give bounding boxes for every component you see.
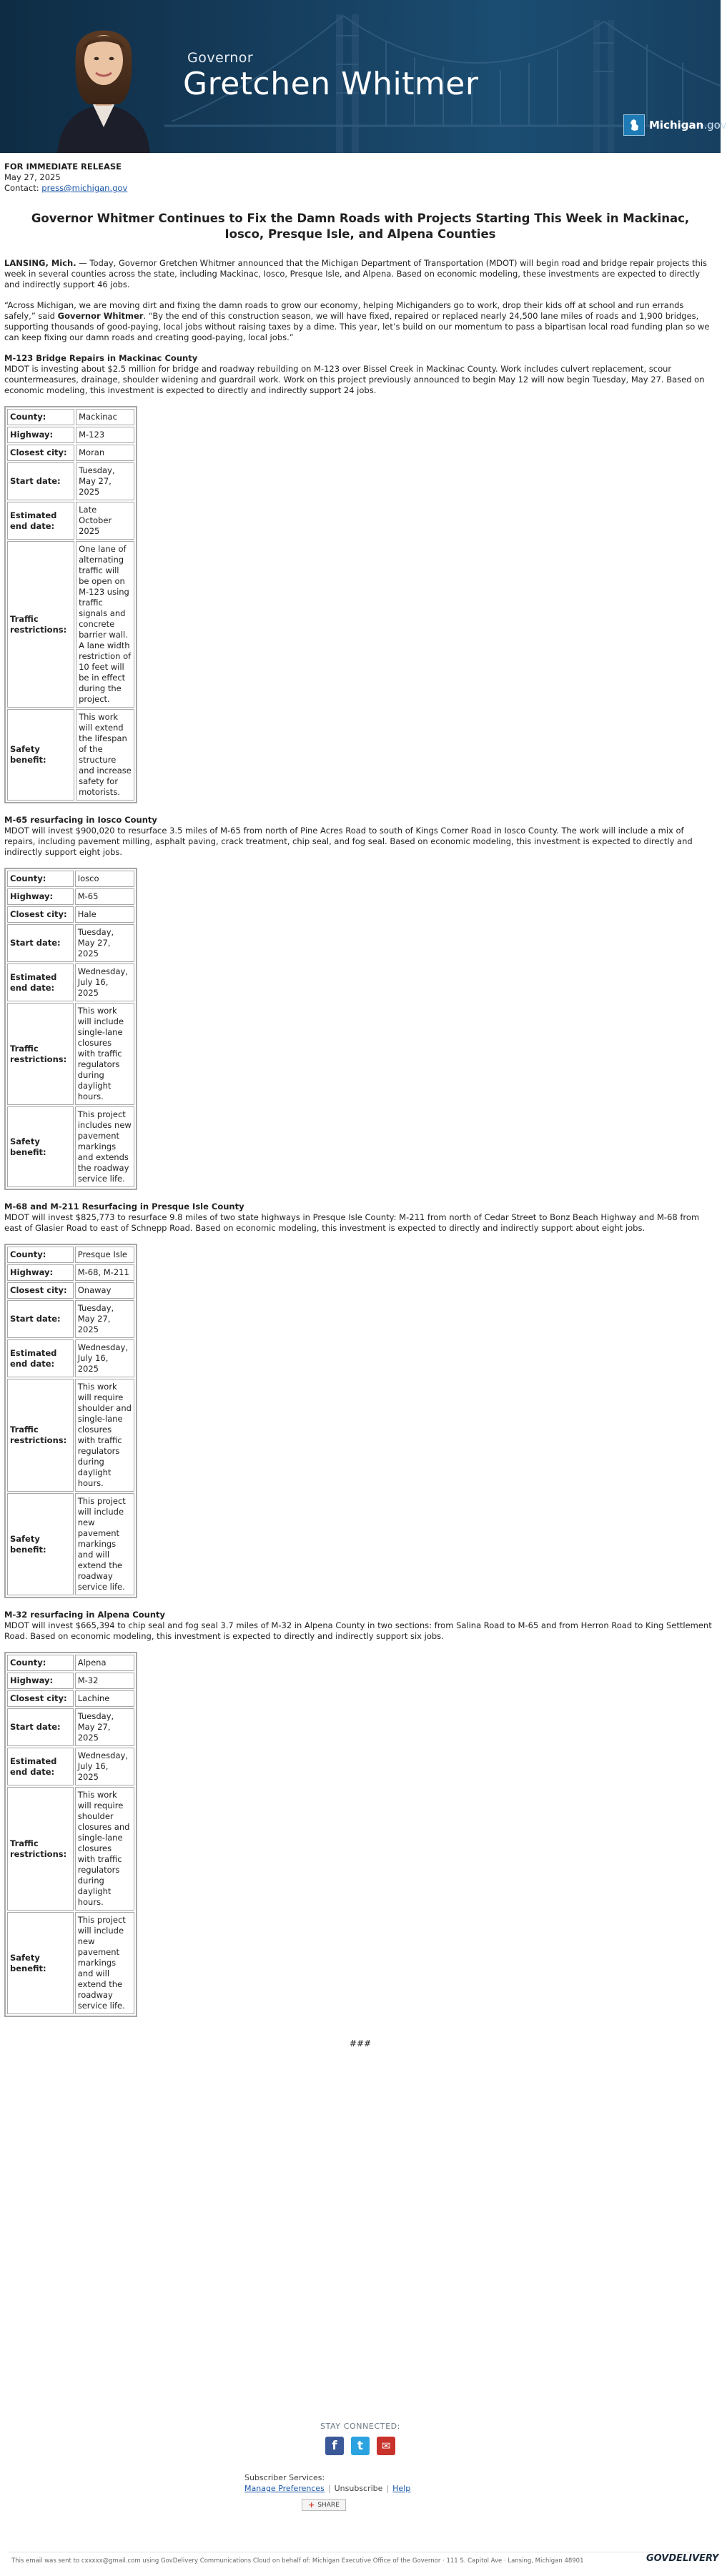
michigan-gov-logo[interactable]	[623, 114, 727, 136]
start-date-value: Tuesday, May 27, 2025	[75, 924, 134, 962]
press-release-body	[4, 159, 716, 2078]
traffic-value: This work will require shoulder closures and single-lane closures with traffic regulators during daylight hours.	[75, 1787, 134, 1911]
closest-city-label: Closest city:	[7, 1282, 74, 1299]
project-title: M-68 and M-211 Resurfacing in Presque Isle County	[4, 1202, 244, 1212]
project-section	[4, 815, 716, 1190]
project-title: M-65 resurfacing in Iosco County	[4, 815, 157, 825]
highway-value: M-32	[75, 1673, 134, 1689]
project-info-table	[4, 1652, 137, 2017]
highway-label: Highway:	[7, 888, 74, 905]
closest-city-value: Onaway	[75, 1282, 134, 1299]
closest-city-label: Closest city:	[7, 1690, 74, 1707]
quote-paragraph	[4, 300, 716, 343]
governor-portrait	[50, 7, 157, 153]
dateline: LANSING, Mich.	[4, 258, 76, 268]
traffic-value: This work will require shoulder and single-lane closures with traffic regulators during daylight hours.	[75, 1379, 134, 1492]
table-row	[7, 1264, 134, 1281]
closing-mark: ###	[349, 2038, 372, 2049]
table-row	[7, 1379, 134, 1492]
table-row	[7, 1748, 134, 1785]
email-footer	[0, 2422, 721, 2565]
governor-name: Gretchen Whitmer	[183, 66, 479, 102]
end-date-label: Estimated end date:	[7, 1748, 74, 1785]
dateline-dash: —	[76, 258, 90, 268]
michigan-brand: Michigan	[649, 119, 704, 132]
start-date-value: Tuesday, May 27, 2025	[75, 1708, 134, 1746]
safety-label: Safety benefit:	[7, 709, 74, 801]
traffic-label: Traffic restrictions:	[7, 1003, 74, 1105]
table-row	[7, 963, 134, 1001]
table-row	[7, 709, 134, 801]
traffic-label: Traffic restrictions:	[7, 1787, 74, 1911]
intro-text: Today, Governor Gretchen Whitmer announced that the Michigan Department of Transportation (MDOT) will begin road and bridge repair projects this week in several counties across the state, including Mackinac, Iosco, Presque Isle, and Alpena. Based on economic modeling, these investments are expected to directly and indirectly support 46 jobs.	[4, 258, 708, 289]
closest-city-value: Lachine	[75, 1690, 134, 1707]
county-label: County:	[7, 1655, 74, 1671]
stay-connected-label: STAY CONNECTED:	[320, 2422, 400, 2431]
highway-label: Highway:	[7, 427, 74, 443]
subscriber-services-label: Subscriber Services:	[244, 2473, 325, 2482]
project-description: MDOT is investing about $2.5 million for bridge and roadway rebuilding on M-123 over Bissel Creek in Mackinac County. Work includes culvert replacement, scour countermeasures, drainage, shoulder widening and guardrail work. Work on this project previously announced to begin May 12 will now begin Tuesday, May 27. Based on economic modeling, this investment is expected to directly and indirectly support 24 jobs.	[4, 364, 705, 395]
facebook-icon[interactable]: f	[325, 2437, 344, 2455]
table-row	[7, 924, 134, 962]
subscriber-links	[244, 2484, 410, 2493]
closest-city-value: Hale	[75, 906, 134, 923]
table-row	[7, 409, 134, 425]
table-row	[7, 906, 134, 923]
table-row	[7, 445, 134, 461]
safety-label: Safety benefit:	[7, 1493, 74, 1595]
email-icon[interactable]: ✉	[377, 2437, 395, 2455]
table-row	[7, 1247, 134, 1263]
governor-label: Governor	[187, 50, 254, 66]
start-date-value: Tuesday, May 27, 2025	[76, 462, 134, 500]
table-row	[7, 502, 134, 540]
link-separator: |	[327, 2484, 331, 2493]
project-description: MDOT will invest $665,394 to chip seal and fog seal 3.7 miles of M-32 in Alpena County in two sections: from Salina Road to M-65 and from Herron Road to King Settlement Road. Based on economic modeling, this investment is expected to directly and indirectly support six jobs.	[4, 1620, 712, 1641]
project-title: M-32 resurfacing in Alpena County	[4, 1610, 166, 1620]
twitter-icon[interactable]: t	[351, 2437, 370, 2455]
safety-value: This project will include new pavement markings and will extend the roadway service life.	[75, 1912, 134, 2014]
safety-value: This project will include new pavement markings and will extend the roadway service life.	[75, 1493, 134, 1595]
end-date-value: Late October 2025	[76, 502, 134, 540]
closest-city-label: Closest city:	[7, 906, 74, 923]
contact-email-link[interactable]: press@michigan.gov	[41, 183, 128, 193]
traffic-label: Traffic restrictions:	[7, 1379, 74, 1492]
table-row	[7, 427, 134, 443]
end-date-value: Wednesday, July 16, 2025	[75, 963, 134, 1001]
highway-label: Highway:	[7, 1673, 74, 1689]
quote-part-1: “Across Michigan, we are moving dirt and fixing the damn roads to grow our economy, helping Michiganders go to work, drop their kids off at school and run errands safely,” said	[4, 300, 684, 321]
project-info-table	[4, 1244, 137, 1598]
safety-label: Safety benefit:	[7, 1912, 74, 2014]
county-value: Mackinac	[76, 409, 134, 425]
quote-part-2: . “By the end of this construction season, we will have fixed, repaired or replaced nearly 24,500 lane miles of roads and 1,900 bridges, supporting thousands of good-paying, local jobs without raising taxes by a dime. This year, let’s build on our momentum to pass a bipartisan local road funding plan so we can keep fixing our damn roads and creating good-paying, local jobs.”	[4, 311, 710, 342]
start-date-label: Start date:	[7, 1708, 74, 1746]
closest-city-label: Closest city:	[7, 445, 74, 461]
county-value: Presque Isle	[75, 1247, 134, 1263]
county-label: County:	[7, 409, 74, 425]
footer-note: This email was sent to cxxxxx@gmail.com using GovDelivery Communications Cloud on behalf of: Michigan Executive Office of the Governor · 111 S. Capitol Ave · Lansing, Michigan 48901	[11, 2557, 584, 2565]
table-row	[7, 1339, 134, 1377]
social-links	[0, 2437, 721, 2455]
safety-label: Safety benefit:	[7, 1106, 74, 1187]
contact-line	[4, 183, 716, 194]
traffic-value: One lane of alternating traffic will be open on M-123 using traffic signals and concrete barrier wall. A lane width restriction of 10 feet will be in effect during the project.	[76, 541, 134, 708]
michigan-suffix: .gov	[703, 119, 727, 132]
release-label: FOR IMMEDIATE RELEASE	[4, 162, 122, 172]
table-row	[7, 871, 134, 887]
govdelivery-logo[interactable]: GOVDELIVERY	[646, 2553, 719, 2564]
table-row	[7, 888, 134, 905]
headline: Governor Whitmer Continues to Fix the Damn Roads with Projects Starting This Week in Mackinac, Iosco, Presque Isle, and Alpena Counties	[31, 212, 690, 241]
header-banner	[0, 0, 727, 153]
table-row	[7, 1655, 134, 1671]
project-info-table	[4, 406, 137, 803]
table-row	[7, 1493, 134, 1595]
contact-prefix: Contact:	[4, 183, 42, 193]
share-button[interactable]	[302, 2499, 346, 2511]
traffic-value: This work will include single-lane closures with traffic regulators during daylight hours.	[75, 1003, 134, 1105]
table-row	[7, 1003, 134, 1105]
project-description: MDOT will invest $900,020 to resurface 3.5 miles of M-65 from north of Pine Acres Road to south of Kings Corner Road in Iosco County. The work will include a mix of repairs, including pavement milling, asphalt paving, crack treatment, chip seal, and fog seal. Based on economic modeling, this investment is expected to directly and indirectly support eight jobs.	[4, 826, 693, 857]
table-row	[7, 1673, 134, 1689]
end-date-value: Wednesday, July 16, 2025	[75, 1748, 134, 1785]
start-date-label: Start date:	[7, 462, 74, 500]
highway-label: Highway:	[7, 1264, 74, 1281]
table-row	[7, 541, 134, 708]
county-value: Alpena	[75, 1655, 134, 1671]
project-title: M-123 Bridge Repairs in Mackinac County	[4, 353, 198, 363]
table-row	[7, 1787, 134, 1911]
table-row	[7, 1708, 134, 1746]
quote-speaker: Governor Whitmer	[57, 311, 144, 321]
share-label: SHARE	[317, 2501, 340, 2509]
help-link[interactable]: Help	[392, 2484, 411, 2493]
michigan-state-icon	[623, 114, 645, 136]
end-date-label: Estimated end date:	[7, 502, 74, 540]
safety-value: This work will extend the lifespan of the structure and increase safety for motorists.	[76, 709, 134, 801]
share-plus-icon: +	[308, 2500, 315, 2510]
county-value: Iosco	[75, 871, 134, 887]
table-row	[7, 1106, 134, 1187]
intro-paragraph	[4, 258, 716, 290]
start-date-label: Start date:	[7, 924, 74, 962]
unsubscribe-link[interactable]: Unsubscribe	[334, 2484, 383, 2493]
project-section	[4, 1610, 716, 2017]
table-row	[7, 462, 134, 500]
end-date-value: Wednesday, July 16, 2025	[75, 1339, 134, 1377]
county-label: County:	[7, 1247, 74, 1263]
highway-value: M-123	[76, 427, 134, 443]
table-row	[7, 1282, 134, 1299]
release-date: May 27, 2025	[4, 172, 61, 182]
michigan-gov-wordmark	[649, 119, 727, 132]
table-row	[7, 1690, 134, 1707]
start-date-value: Tuesday, May 27, 2025	[75, 1300, 134, 1338]
table-row	[7, 1300, 134, 1338]
highway-value: M-65	[75, 888, 134, 905]
county-label: County:	[7, 871, 74, 887]
project-info-table	[4, 868, 137, 1190]
subscriber-services	[244, 2473, 410, 2511]
closest-city-value: Moran	[76, 445, 134, 461]
highway-value: M-68, M-211	[75, 1264, 134, 1281]
project-section	[4, 353, 716, 803]
table-row	[7, 1912, 134, 2014]
project-section	[4, 1202, 716, 1598]
project-description: MDOT will invest $825,773 to resurface 9.8 miles of two state highways in Presque Isle County: M-211 from north of Cedar Street to Bonz Beach Highway and M-68 from east of Glasier Road to east of Schnepp Road. Based on economic modeling, this investment is expected to directly and indirectly support about eight jobs.	[4, 1212, 700, 1233]
start-date-label: Start date:	[7, 1300, 74, 1338]
manage-preferences-link[interactable]: Manage Preferences	[244, 2484, 325, 2493]
traffic-label: Traffic restrictions:	[7, 541, 74, 708]
safety-value: This project includes new pavement markings and extends the roadway service life.	[75, 1106, 134, 1187]
end-date-label: Estimated end date:	[7, 1339, 74, 1377]
link-separator: |	[386, 2484, 390, 2493]
end-date-label: Estimated end date:	[7, 963, 74, 1001]
